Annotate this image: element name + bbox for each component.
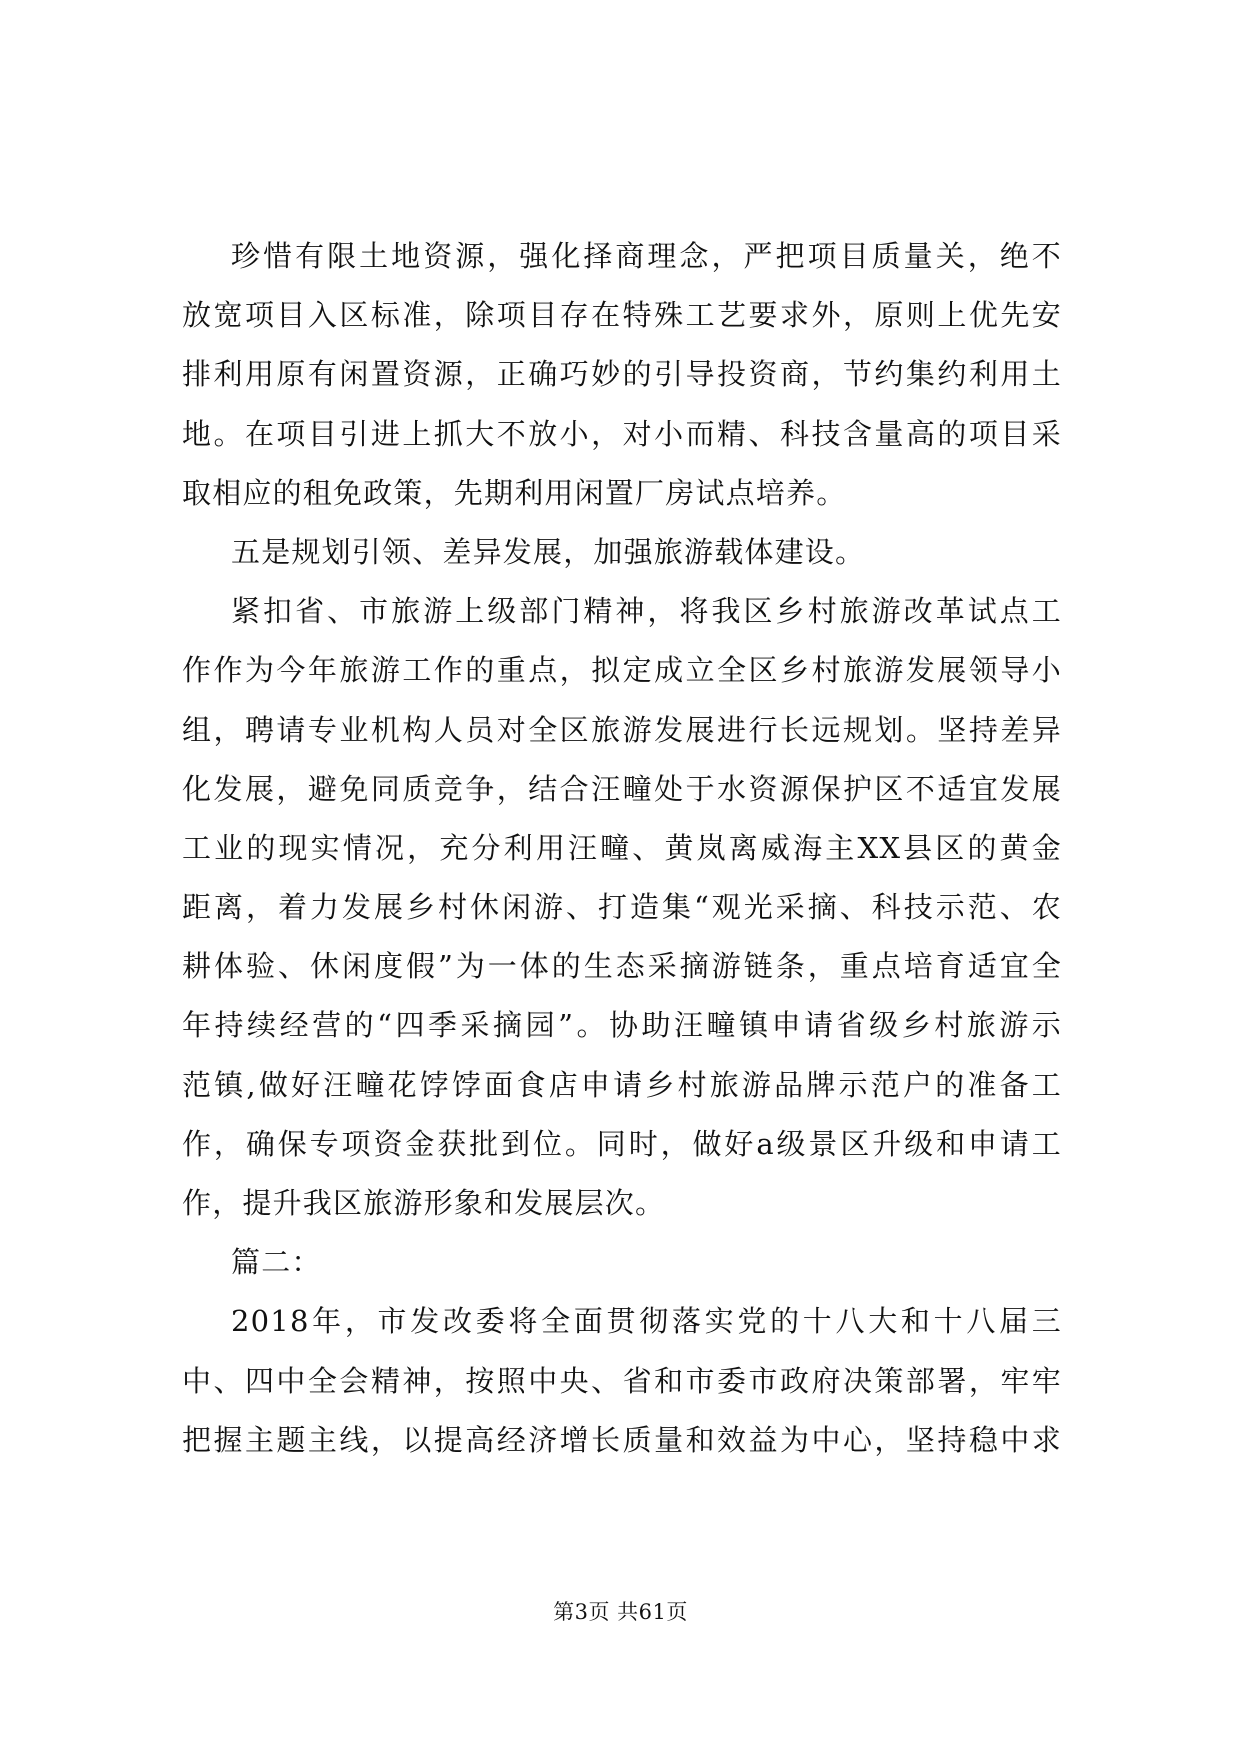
page-footer: 第3页 共61页	[553, 1600, 688, 1624]
text-line-3: 排利用原有闲置资源，正确巧妙的引导投资商，节约集约利用土	[182, 357, 1062, 392]
text-line-21: 把握主题主线，以提高经济增长质量和效益为中心，坚持稳中求	[182, 1422, 1062, 1457]
text-line-10: 化发展，避免同质竞争，结合汪疃处于水资源保护区不适宜发展	[182, 771, 1062, 806]
text-line-1: 珍惜有限土地资源，强化择商理念，严把项目质量关，绝不	[231, 239, 1062, 273]
text-line-9: 组，聘请专业机构人员对全区旅游发展进行长远规划。坚持差异	[182, 712, 1062, 747]
text-line-4: 地。在项目引进上抓大不放小，对小而精、科技含量高的项目采	[182, 416, 1062, 451]
text-line-19: 2018年，市发改委将全面贯彻落实党的十八大和十八届三	[231, 1304, 1062, 1339]
text-line-16: 作，确保专项资金获批到位。同时，做好a级景区升级和申请工	[182, 1126, 1062, 1161]
text-line-8: 作作为今年旅游工作的重点，拟定成立全区乡村旅游发展领导小	[182, 653, 1062, 688]
text-line-11: 工业的现实情况，充分利用汪疃、黄岚离威海主XX县区的黄金	[182, 830, 1062, 865]
text-line-7: 紧扣省、市旅游上级部门精神，将我区乡村旅游改革试点工	[231, 594, 1062, 629]
body-text	[182, 227, 1062, 1470]
text-line-12: 距离，着力发展乡村休闲游、打造集“观光采摘、科技示范、农	[182, 890, 1062, 925]
text-line-20: 中、四中全会精神，按照中央、省和市委市政府决策部署，牢牢	[182, 1363, 1062, 1398]
text-line-5: 取相应的租免政策，先期利用闲置厂房试点培养。	[182, 475, 847, 510]
section-heading: 五是规划引领、差异发展，加强旅游载体建设。	[231, 534, 866, 569]
text-line-15: 范镇,做好汪疃花饽饽面食店申请乡村旅游品牌示范户的准备工	[182, 1067, 1062, 1102]
text-line-17: 作，提升我区旅游形象和发展层次。	[182, 1186, 666, 1220]
text-line-14: 年持续经营的“四季采摘园”。协助汪疃镇申请省级乡村旅游示	[182, 1008, 1062, 1043]
part-heading: 篇二：	[231, 1245, 322, 1280]
text-line-2: 放宽项目入区标准，除项目存在特殊工艺要求外，原则上优先安	[182, 298, 1062, 333]
text-line-13: 耕体验、休闲度假”为一体的生态采摘游链条，重点培育适宜全	[182, 949, 1062, 984]
